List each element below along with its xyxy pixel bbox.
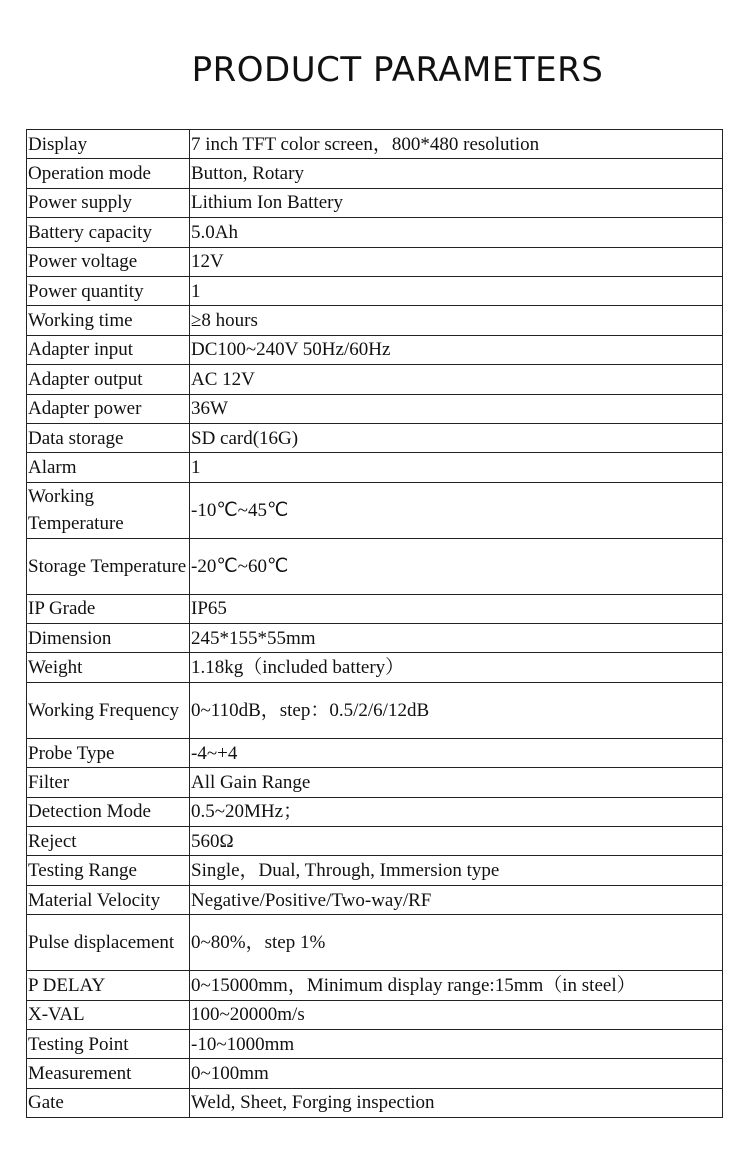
param-value: 5.0Ah	[190, 218, 723, 247]
param-value: Lithium Ion Battery	[190, 188, 723, 217]
param-label: Dimension	[27, 624, 190, 653]
param-value: 560Ω	[190, 827, 723, 856]
param-value: -10~1000mm	[190, 1029, 723, 1058]
param-value: Button, Rotary	[190, 159, 723, 188]
param-label: Battery capacity	[27, 218, 190, 247]
param-value: 0~80%，step 1%	[190, 915, 723, 971]
param-value: IP65	[190, 594, 723, 623]
param-value: -4~+4	[190, 738, 723, 767]
page-title: PRODUCT PARAMETERS	[191, 50, 604, 90]
table-row	[27, 1059, 723, 1088]
table-row	[27, 594, 723, 623]
table-row	[27, 915, 723, 971]
table-row	[27, 365, 723, 394]
param-value: 36W	[190, 394, 723, 423]
param-label: Working Frequency	[27, 682, 190, 738]
table-row	[27, 971, 723, 1000]
param-value: All Gain Range	[190, 768, 723, 797]
table-row	[27, 394, 723, 423]
table-row	[27, 335, 723, 364]
param-value: DC100~240V 50Hz/60Hz	[190, 335, 723, 364]
param-label: Operation mode	[27, 159, 190, 188]
param-value: 0.5~20MHz；	[190, 797, 723, 826]
param-label: Probe Type	[27, 738, 190, 767]
table-row	[27, 188, 723, 217]
param-label: Reject	[27, 827, 190, 856]
table-row	[27, 682, 723, 738]
param-label: Adapter input	[27, 335, 190, 364]
table-row	[27, 482, 723, 538]
param-label: Pulse displacement	[27, 915, 190, 971]
param-value: 7 inch TFT color screen，800*480 resolution	[190, 130, 723, 159]
param-value: AC 12V	[190, 365, 723, 394]
param-label: Filter	[27, 768, 190, 797]
table-row	[27, 624, 723, 653]
table-row	[27, 538, 723, 594]
param-label: IP Grade	[27, 594, 190, 623]
param-value: 0~15000mm，Minimum display range:15mm（in steel）	[190, 971, 723, 1000]
param-label: Detection Mode	[27, 797, 190, 826]
param-value: Single，Dual, Through, Immersion type	[190, 856, 723, 885]
table-row	[27, 1088, 723, 1117]
table-row	[27, 306, 723, 335]
param-value: 0~100mm	[190, 1059, 723, 1088]
param-value: SD card(16G)	[190, 423, 723, 452]
param-label: Measurement	[27, 1059, 190, 1088]
param-label: Weight	[27, 653, 190, 682]
table-row	[27, 218, 723, 247]
table-row	[27, 768, 723, 797]
table-row	[27, 1000, 723, 1029]
param-label: Data storage	[27, 423, 190, 452]
param-label: Storage Temperature	[27, 538, 190, 594]
param-label: X-VAL	[27, 1000, 190, 1029]
table-row	[27, 130, 723, 159]
param-label: Alarm	[27, 453, 190, 482]
table-row	[27, 856, 723, 885]
parameters-table-body	[27, 130, 723, 1118]
param-label: Testing Range	[27, 856, 190, 885]
table-row	[27, 453, 723, 482]
param-label: Display	[27, 130, 190, 159]
param-value: -20℃~60℃	[190, 538, 723, 594]
table-row	[27, 1029, 723, 1058]
table-row	[27, 885, 723, 914]
param-value: 1	[190, 276, 723, 305]
table-row	[27, 247, 723, 276]
table-row	[27, 653, 723, 682]
param-value: Negative/Positive/Two-way/RF	[190, 885, 723, 914]
param-value: 1	[190, 453, 723, 482]
param-value: 1.18kg（included battery）	[190, 653, 723, 682]
table-row	[27, 797, 723, 826]
table-row	[27, 276, 723, 305]
table-row	[27, 159, 723, 188]
table-row	[27, 827, 723, 856]
param-label: Working Temperature	[27, 482, 190, 538]
param-label: Material Velocity	[27, 885, 190, 914]
param-label: Testing Point	[27, 1029, 190, 1058]
param-label: Power quantity	[27, 276, 190, 305]
param-value: ≥8 hours	[190, 306, 723, 335]
param-value: -10℃~45℃	[190, 482, 723, 538]
param-value: 100~20000m/s	[190, 1000, 723, 1029]
table-row	[27, 423, 723, 452]
param-label: P DELAY	[27, 971, 190, 1000]
param-label: Power voltage	[27, 247, 190, 276]
param-label: Power supply	[27, 188, 190, 217]
param-label: Adapter power	[27, 394, 190, 423]
param-value: 245*155*55mm	[190, 624, 723, 653]
param-value: 0~110dB，step：0.5/2/6/12dB	[190, 682, 723, 738]
param-label: Adapter output	[27, 365, 190, 394]
param-label: Gate	[27, 1088, 190, 1117]
param-label: Working time	[27, 306, 190, 335]
table-row	[27, 738, 723, 767]
param-value: Weld, Sheet, Forging inspection	[190, 1088, 723, 1117]
param-value: 12V	[190, 247, 723, 276]
parameters-table	[26, 129, 723, 1118]
